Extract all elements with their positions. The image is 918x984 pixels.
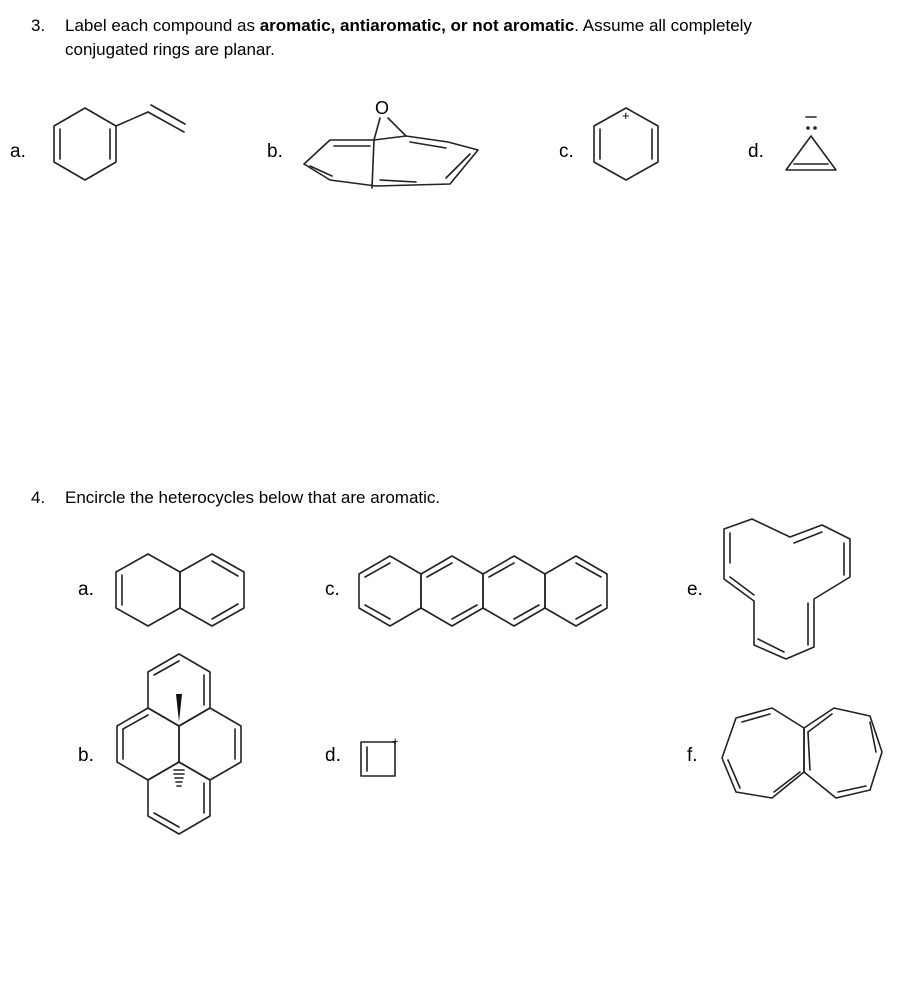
question-text-emphasis: aromatic, antiaromatic, or not aromatic xyxy=(259,16,575,35)
item-label-3c: c. xyxy=(559,141,574,162)
item-label-4d: d. xyxy=(325,745,341,766)
question-text-part: Label each compound as xyxy=(65,16,260,35)
structure-4a xyxy=(112,546,252,636)
question-text: Encircle the heterocycles below that are aromatic. xyxy=(65,488,441,507)
structure-4f xyxy=(718,700,888,810)
question-text xyxy=(65,14,752,62)
question-number: 4. xyxy=(31,488,46,507)
question-text-part: . Assume all completely xyxy=(574,16,752,35)
structure-4d xyxy=(358,738,403,783)
structure-4c xyxy=(352,546,622,636)
item-label-4a: a. xyxy=(78,579,94,600)
question-number: 3. xyxy=(31,16,46,35)
charge-label: + xyxy=(622,108,630,123)
structure-3a xyxy=(50,100,190,190)
item-label-4c: c. xyxy=(325,579,340,600)
item-label-3d: d. xyxy=(748,141,764,162)
structure-3b xyxy=(296,96,496,196)
charge-label: + xyxy=(392,736,399,748)
item-label-3b: b. xyxy=(267,141,283,162)
item-label-3a: a. xyxy=(10,141,26,162)
item-label-4e: e. xyxy=(687,579,703,600)
structure-4e xyxy=(718,515,858,665)
atom-label: O xyxy=(375,98,390,118)
structure-3d xyxy=(782,108,842,178)
structure-4b xyxy=(112,640,252,840)
structure-3c xyxy=(592,100,672,190)
question-text-line-2: conjugated rings are planar. xyxy=(65,40,275,59)
item-label-4f: f. xyxy=(687,745,698,766)
item-label-4b: b. xyxy=(78,745,94,766)
